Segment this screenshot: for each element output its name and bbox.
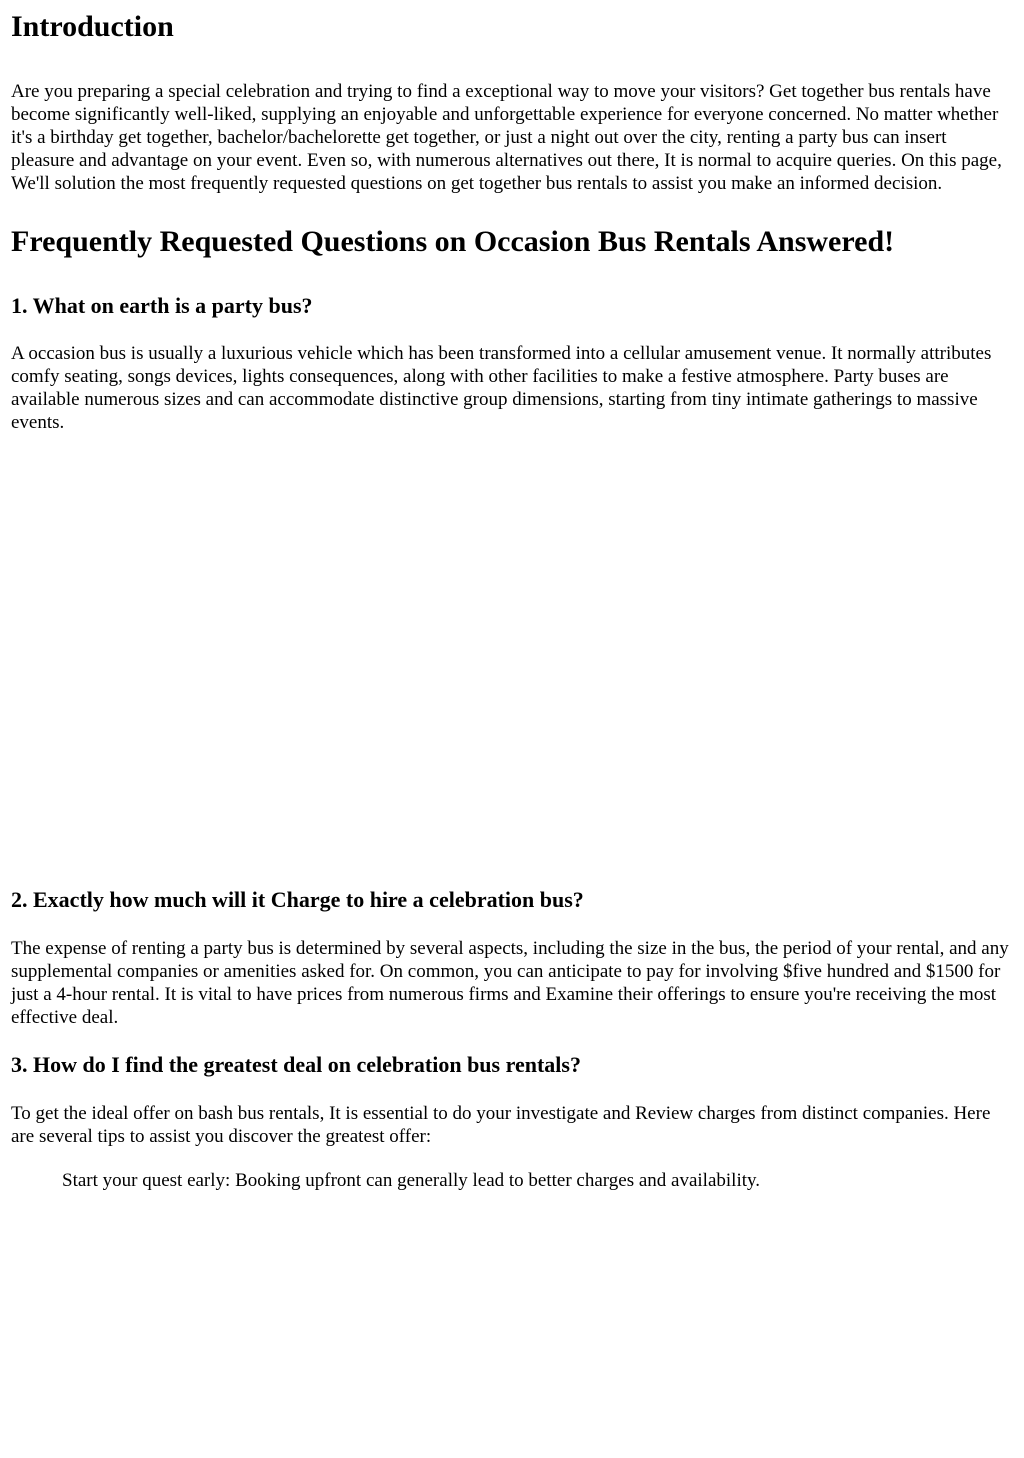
question-2-paragraph: The expense of renting a party bus is determined by several aspects, including the size in the bus, the period of your rental, and any supplemental companies or amenities asked for. On common, you can anticipate to pay for involving $five hundred and $1500 for just a 4-hour rental. It is vital to have prices from numerous firms and Examine their offerings to ensure you're receiving the most effective deal.: [11, 938, 1009, 1028]
question-3-heading: 3. How do I find the greatest deal on celebration bus rentals?: [11, 1052, 581, 1077]
intro-paragraph: Are you preparing a special celebration and trying to find a exceptional way to move your visitors? Get together bus rentals have become significantly well-liked, supplying an enjoyable and unforgettable experience for everyone concerned. No matter whether it's a birthday get together, bachelor/bachelorette get together, or just a night out over the city, renting a party bus can insert pleasure and advantage on your event. Even so, with numerous alternatives out there, It is normal to acquire queries. On this page, We'll solution the most frequently requested questions on get together bus rentals to assist you make an informed decision.: [11, 81, 1002, 194]
intro-heading: Introduction: [11, 10, 174, 43]
blank-media-space: [11, 434, 1014, 887]
question-1-heading: 1. What on earth is a party bus?: [11, 293, 313, 318]
article: [0, 10, 1024, 1192]
tip-item: Start your quest early: Booking upfront can generally lead to better charges and availability.: [62, 1170, 761, 1191]
question-1-paragraph: A occasion bus is usually a luxurious vehicle which has been transformed into a cellular amusement venue. It normally attributes comfy seating, songs devices, lights consequences, along with other facilities to make a festive atmosphere. Party buses are available numerous sizes and can accommodate distinctive group dimensions, starting from tiny intimate gatherings to massive events.: [11, 343, 992, 433]
faq-heading: Frequently Requested Questions on Occasion Bus Rentals Answered!: [11, 225, 895, 258]
question-3-paragraph: To get the ideal offer on bash bus rentals, It is essential to do your investigate and Review charges from distinct companies. Here are several tips to assist you discover the greatest offer:: [11, 1103, 991, 1147]
tips-list: [11, 1169, 1014, 1192]
question-2-heading: 2. Exactly how much will it Charge to hire a celebration bus?: [11, 887, 584, 912]
